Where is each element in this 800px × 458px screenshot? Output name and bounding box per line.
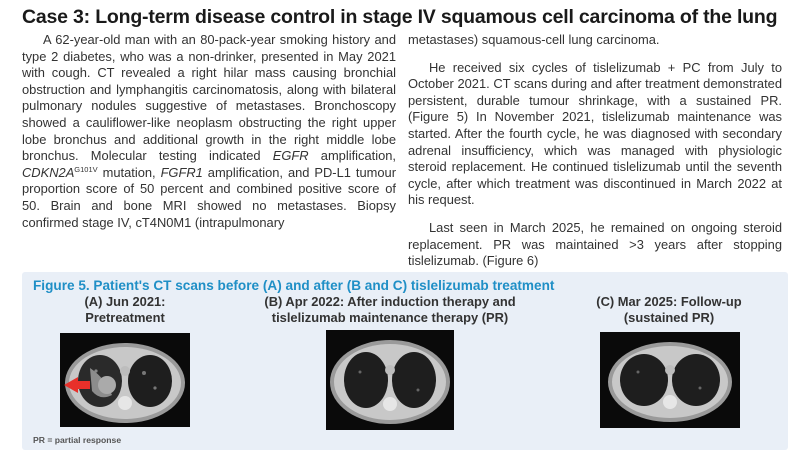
panel-c-label-line2: (sustained PR) [623, 310, 715, 325]
figure-5-panel [22, 272, 788, 450]
gene-fgfr1: FGFR1 [160, 164, 203, 180]
continued-paragraph: metastases) squamous-cell lung carcinoma. [408, 32, 660, 47]
gene-egfr: EGFR [272, 148, 309, 164]
panel-a-label [60, 294, 190, 326]
text-segment: mutation, [97, 164, 161, 180]
ct-scan-pretreatment [60, 333, 190, 427]
panel-a-label-line1: (A) Jun 2021: [84, 294, 166, 309]
panel-c-label [574, 294, 764, 326]
ct-scan-after-induction [326, 330, 454, 430]
follow-up-paragraph: Last seen in March 2025, he remained on ongoing steroid replacement. PR was maintained >3 years after stopping tislelizumab. (Figure 6) [408, 219, 782, 269]
panel-c-label-line1: (C) Mar 2025: Follow-up [596, 294, 742, 309]
text-segment: amplification, [308, 148, 396, 164]
panel-b-label [240, 294, 540, 326]
ct-scan-c-graphic [600, 332, 740, 428]
ct-scan-follow-up [600, 332, 740, 428]
footnote-abbreviation: PR = partial response [33, 435, 122, 445]
gene-cdkn2a: CDKN2A [22, 164, 75, 180]
text-segment: amplification, and PD-L1 tumour proportion score of 50 percent and combined positive score of 50. Brain and bone MRI showed no metastases. Biopsy confirmed stage IV, cT4N0M1 (intrapulmonary [22, 164, 396, 230]
figure-title: Figure 5. Patient's CT scans before (A) and after (B and C) tislelizumab treatment [33, 278, 555, 293]
body-text [22, 32, 782, 272]
left-column [22, 32, 396, 231]
ct-scan-b-graphic [326, 330, 454, 430]
panel-b-label-line1: (B) Apr 2022: After induction therapy and [264, 294, 516, 309]
mutation-superscript: G101V [74, 164, 98, 174]
right-column [408, 32, 782, 270]
panel-b-label-line2: tislelizumab maintenance therapy (PR) [271, 310, 509, 325]
page-title: Case 3: Long-term disease control in stage IV squamous cell carcinoma of the lung [22, 6, 778, 28]
treatment-paragraph: He received six cycles of tislelizumab + PC from July to October 2021. CT scans during and after treatment demonstrated persistent, durable tumour shrinkage, with a sustained PR. (Figure 5) In November 2021, tislelizumab maintenance was started. After the fourth cycle, he was diagnosed with secondary adrenal insufficiency, which was managed with physiologic steroid replacement. He continued tislelizumab until the seventh cycle, after which treatment was discontinued in March 2022 at his request. [408, 59, 782, 208]
case-presentation-paragraph [22, 32, 396, 231]
ct-scan-a-graphic [60, 333, 190, 427]
panel-a-label-line2: Pretreatment [85, 310, 165, 325]
text-segment: A 62-year-old man with an 80-pack-year smoking history and type 2 diabetes, who was a non-drinker, presented in May 2021 with cough. CT revealed a right hilar mass causing bronchial obstruction and lymphangitis carcinomatosis, along with bilateral pulmonary nodules suggestive of metastases. Bronchoscopy showed a cauliflower-like neoplasm obstructing the right upper lobe bronchus and additional growth in the right middle lobe bronchus. Molecular testing indicated [22, 32, 396, 164]
